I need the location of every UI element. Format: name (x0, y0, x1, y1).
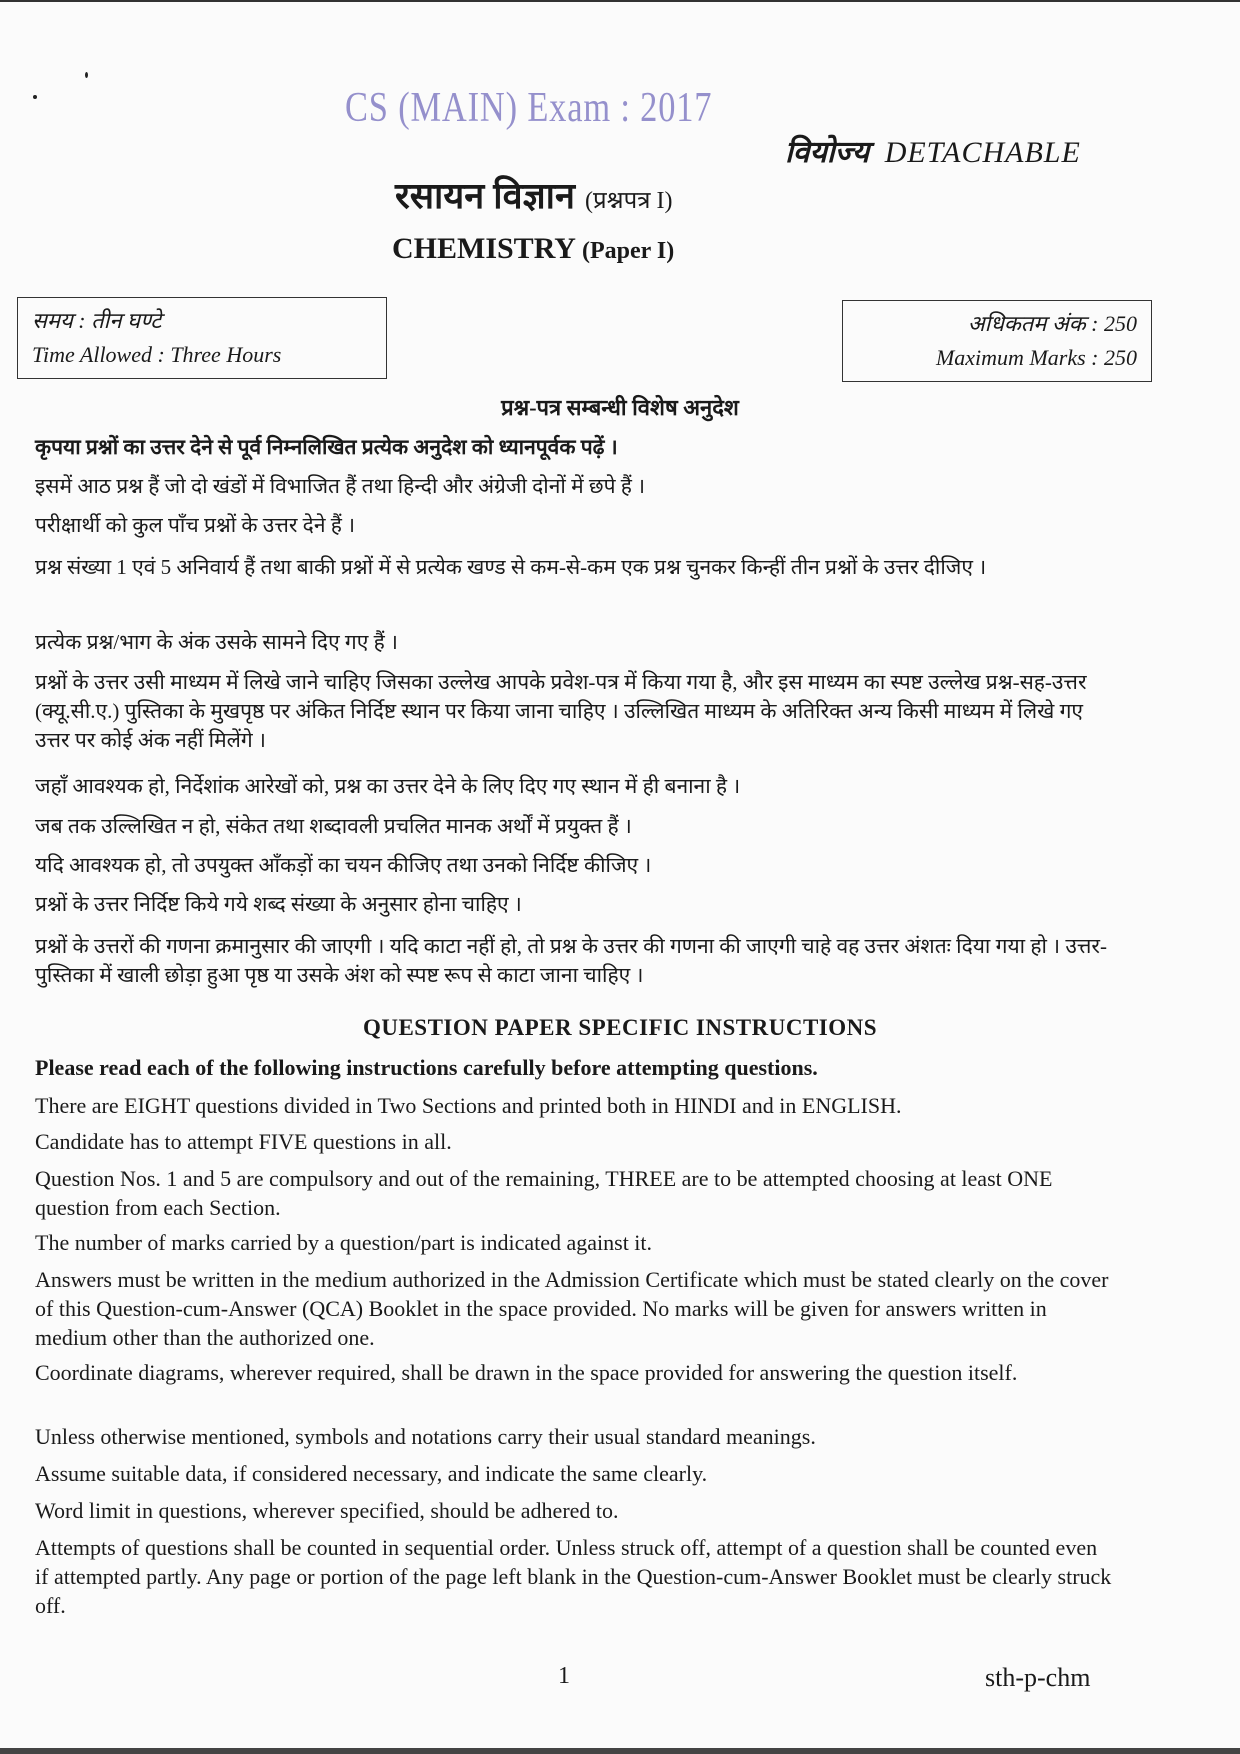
english-instruction: Answers must be written in the medium authorized in the Admission Certificate which must be stated clearly on the cover of this Question-cum-Answer (QCA) Booklet in the space provided. No marks will be given for answers written in medium other than the authorized one. (35, 1267, 1109, 1350)
hindi-instruction: प्रश्नों के उत्तर निर्दिष्ट किये गये शब्द संख्या के अनुसार होना चाहिए । (35, 892, 522, 916)
english-instruction: Assume suitable data, if considered necessary, and indicate the same clearly. (35, 1461, 708, 1486)
top-border (0, 0, 1240, 2)
hindi-instruction: प्रश्नों के उत्तर उसी माध्यम में लिखे जाने चाहिए जिसका उल्लेख आपके प्रवेश-पत्र में किया गया है, और इस माध्यम का स्पष्ट उल्लेख प्रश्न-सह-उत्तर (क्यू.सी.ए.) पुस्तिका के मुखपृष्ठ पर अंकित निर्दिष्ट स्थान पर किया जाना चाहिए । उल्लिखित माध्यम के अतिरिक्त अन्य किसी माध्यम में लिखे गए उत्तर पर कोई अंक नहीं मिलेंगे । (35, 670, 1087, 752)
title-english-sub: (Paper I) (581, 238, 675, 264)
paper-code: sth-p-chm (985, 1663, 1091, 1692)
hindi-instruction: जब तक उल्लिखित न हो, संकेत तथा शब्दावली प्रचलित मानक अर्थों में प्रयुक्त हैं । (35, 814, 632, 838)
title-hindi-sub: (प्रश्नपत्र I) (584, 188, 673, 214)
title-hindi-text: रसायन विज्ञान (395, 176, 575, 216)
english-instruction: The number of marks carried by a question/part is indicated against it. (35, 1230, 653, 1255)
detachable-english: DETACHABLE (884, 136, 1081, 169)
time-allowed-box (17, 297, 387, 379)
english-instructions-heading: QUESTION PAPER SPECIFIC INSTRUCTIONS (362, 1015, 878, 1040)
hindi-instruction: यदि आवश्यक हो, तो उपयुक्त आँकड़ों का चयन कीजिए तथा उनको निर्दिष्ट कीजिए । (35, 853, 652, 877)
english-lead: Please read each of the following instructions carefully before attempting questions. (35, 1055, 818, 1080)
scan-speck (85, 72, 88, 78)
detachable-label (785, 130, 1081, 171)
marks-hindi: अधिकतम अंक : 250 (967, 311, 1137, 336)
detachable-hindi: वियोज्य (785, 136, 870, 169)
english-instruction: Coordinate diagrams, wherever required, shall be drawn in the space provided for answering the question itself. (35, 1360, 1018, 1385)
bottom-border (0, 1748, 1240, 1754)
page-number: 1 (558, 1663, 570, 1689)
english-instruction: Word limit in questions, wherever specified, should be adhered to. (35, 1498, 619, 1523)
english-instruction: Question Nos. 1 and 5 are compulsory and out of the remaining, THREE are to be attempted choosing at least ONE question from each Section. (35, 1166, 1053, 1220)
hindi-instruction: प्रश्न संख्या 1 एवं 5 अनिवार्य हैं तथा बाकी प्रश्नों में से प्रत्येक खण्ड से कम-से-कम एक प्रश्न चुनकर किन्हीं तीन प्रश्नों के उत्तर दीजिए । (35, 555, 987, 579)
english-instruction: Attempts of questions shall be counted in sequential order. Unless struck off, attempt of a question shall be counted even if attempted partly. Any page or portion of the page left blank in the Question-cum-Answer Booklet must be clearly struck off. (35, 1535, 1112, 1618)
marks-english: Maximum Marks : 250 (935, 345, 1137, 370)
english-instruction: Unless otherwise mentioned, symbols and notations carry their usual standard meanings. (35, 1424, 816, 1449)
hindi-lead: कृपया प्रश्नों का उत्तर देने से पूर्व निम्नलिखित प्रत्येक अनुदेश को ध्यानपूर्वक पढ़ें । (35, 435, 618, 459)
maximum-marks-box (842, 300, 1152, 382)
hindi-instruction: परीक्षार्थी को कुल पाँच प्रश्नों के उत्तर देने हैं । (35, 513, 356, 537)
hindi-instruction: प्रत्येक प्रश्न/भाग के अंक उसके सामने दिए गए हैं । (35, 630, 398, 654)
english-instruction: There are EIGHT questions divided in Two Sections and printed both in HINDI and in ENGLISH. (35, 1093, 902, 1118)
hindi-instruction: प्रश्नों के उत्तरों की गणना क्रमानुसार की जाएगी । यदि काटा नहीं हो, तो प्रश्न के उत्तर की गणना की जाएगी चाहे वह उत्तर अंशतः दिया गया हो । उत्तर-पुस्तिका में खाली छोड़ा हुआ पृष्ठ या उसके अंश को स्पष्ट रूप से काटा जाना चाहिए । (35, 934, 1107, 987)
time-english: Time Allowed : Three Hours (32, 342, 282, 367)
hindi-instruction: जहाँ आवश्यक हो, निर्देशांक आरेखों को, प्रश्न का उत्तर देने के लिए दिए गए स्थान में ही बनाना है । (35, 774, 741, 798)
exam-stamp: CS (MAIN) Exam : 2017 (345, 85, 713, 131)
scan-speck (33, 95, 37, 99)
hindi-instructions-heading: प्रश्न-पत्र सम्बन्धी विशेष अनुदेश (501, 395, 739, 420)
title-hindi (395, 170, 672, 219)
english-instruction: Candidate has to attempt FIVE questions in all. (35, 1129, 452, 1154)
time-hindi: समय : तीन घण्टे (32, 308, 162, 333)
hindi-instruction: इसमें आठ प्रश्न हैं जो दो खंडों में विभाजित हैं तथा हिन्दी और अंग्रेजी दोनों में छपे हैं । (35, 474, 646, 498)
title-english (392, 232, 674, 266)
title-english-text: CHEMISTRY (392, 232, 576, 265)
